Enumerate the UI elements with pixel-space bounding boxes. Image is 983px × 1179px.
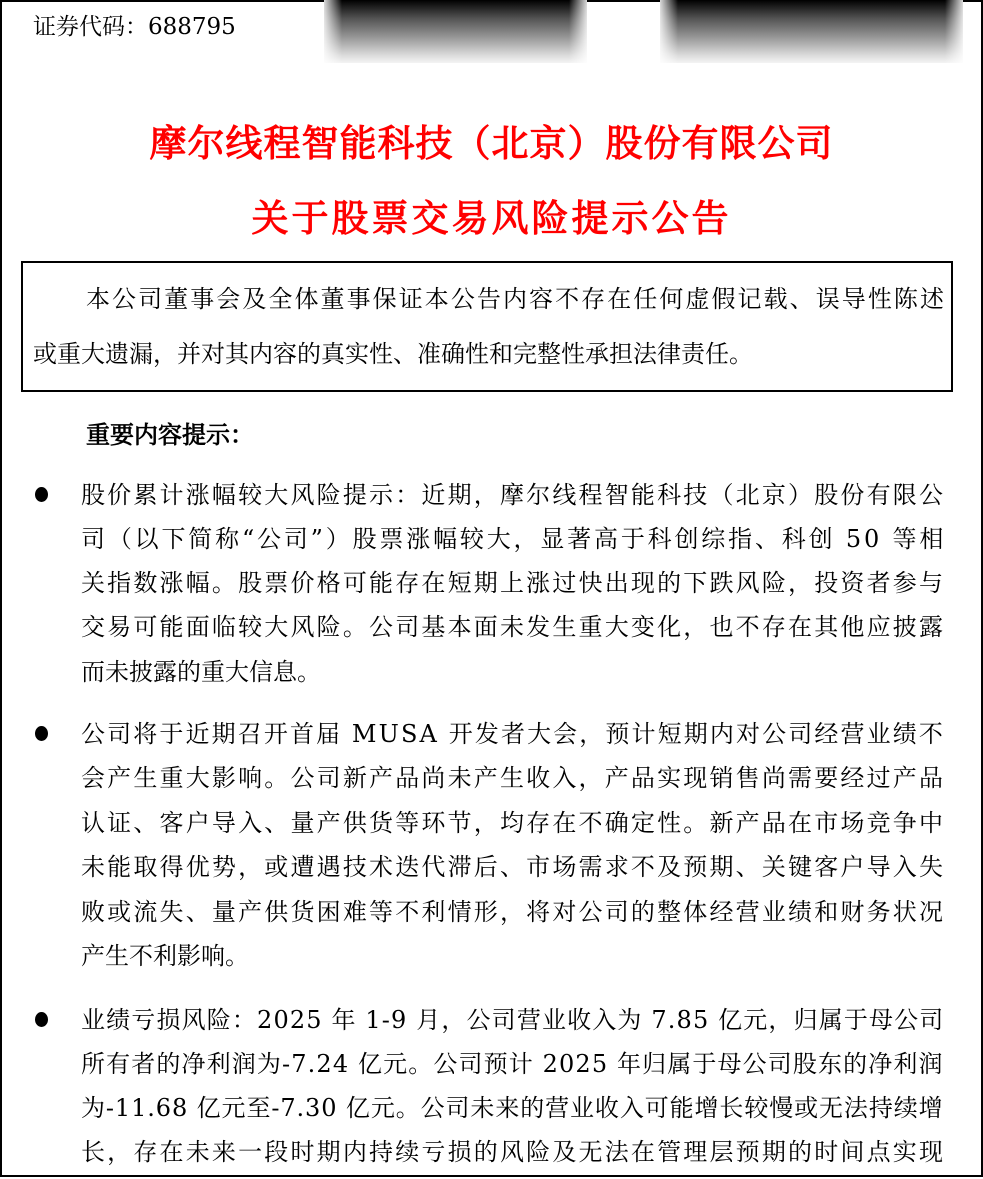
bullet-3-line: 业绩亏损风险：2025 年 1-9 月，公司营业收入为 7.85 亿元，归属于母公司 (81, 1006, 945, 1034)
bullet-2-line: 未能取得优势，或遭遇技术迭代滞后、市场需求不及预期、关键客户导入失 (81, 853, 946, 881)
bullet-2-line: 认证、客户导入、量产供货等环节，均存在不确定性。新产品在市场竞争中 (81, 809, 946, 837)
bullet-2-line: 败或流失、量产供货困难等不利情形，将对公司的整体经营业绩和财务状况 (81, 898, 946, 926)
bullet-3-line: 长，存在未来一段时期内持续亏损的风险及无法在管理层预期的时间点实现 (81, 1138, 946, 1166)
bullet-1-line: 司（以下简称“公司”）股票涨幅较大，显著高于科创综指、科创 50 等相 (81, 525, 947, 553)
bullet-1-line: 股价累计涨幅较大风险提示：近期，摩尔线程智能科技（北京）股份有限公 (81, 481, 946, 509)
bullet-1-line: 而未披露的重大信息。 (81, 658, 321, 686)
disclaimer-line: 本公司董事会及全体董事保证本公告内容不存在任何虚假记载、误导性陈述 (86, 285, 947, 313)
redacted-box-1 (324, 0, 587, 63)
bullet-icon (35, 1012, 48, 1027)
redacted-box-2 (660, 0, 963, 63)
bullet-3-line: 所有者的净利润为-7.24 亿元。公司预计 2025 年归属于母公司股东的净利润 (81, 1050, 944, 1078)
bullet-3-line: 为-11.68 亿元至-7.30 亿元。公司未来的营业收入可能增长较慢或无法持续增 (81, 1094, 944, 1122)
disclaimer-box (21, 261, 953, 392)
bullet-1-line: 关指数涨幅。股票价格可能存在短期上涨过快出现的下跌风险，投资者参与 (81, 569, 946, 597)
bullet-2-line: 会产生重大影响。公司新产品尚未产生收入，产品实现销售尚需要经过产品 (81, 764, 946, 792)
key-points-heading: 重要内容提示： (86, 421, 254, 449)
bullet-2-line: 公司将于近期召开首届 MUSA 开发者大会，预计短期内对公司经营业绩不 (81, 720, 945, 748)
bullet-icon (35, 487, 48, 502)
announcement-title: 关于股票交易风险提示公告 (251, 197, 732, 240)
bullet-icon (35, 726, 48, 741)
disclaimer-line: 或重大遗漏，并对其内容的真实性、准确性和完整性承担法律责任。 (33, 340, 753, 368)
stock-code: 证券代码：688795 (33, 14, 236, 40)
company-title: 摩尔线程智能科技（北京）股份有限公司 (149, 122, 834, 165)
bullet-1-line: 交易可能面临较大风险。公司基本面未发生重大变化，也不存在其他应披露 (81, 613, 946, 641)
bullet-2-line: 产生不利影响。 (81, 942, 249, 970)
